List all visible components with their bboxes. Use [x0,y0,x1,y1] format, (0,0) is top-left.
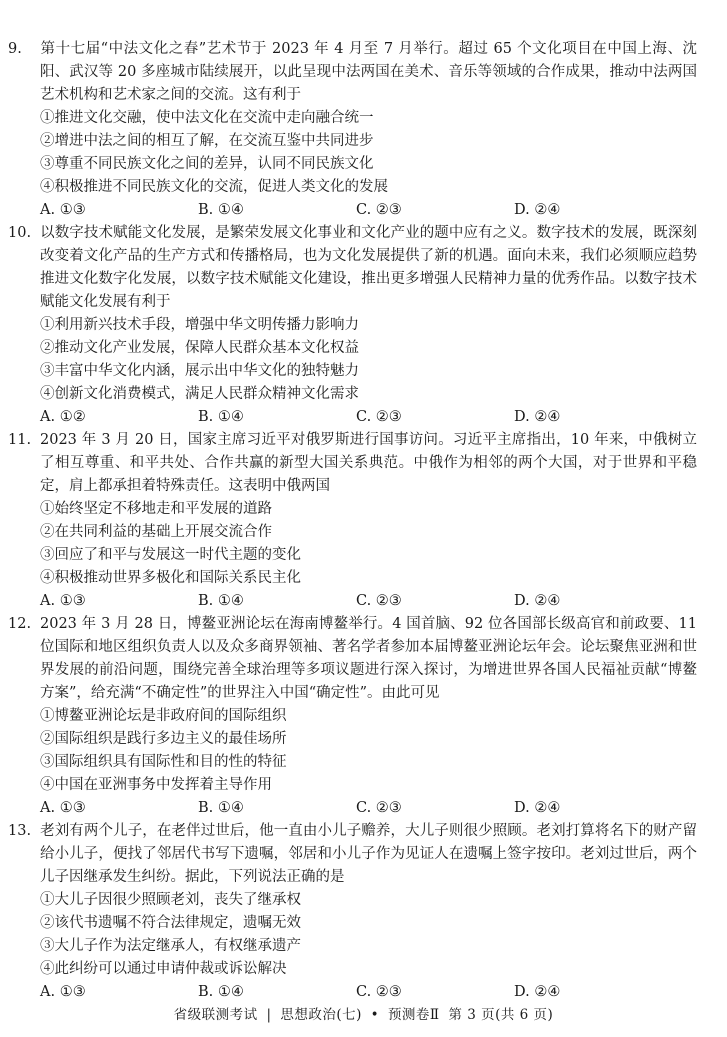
question-number: 12. [8,616,32,632]
choice-a: A. ①② [40,409,86,425]
option-item: ③大儿子作为法定继承人，有权继承遗产 [40,938,301,954]
question-stem [8,222,697,314]
question-text: 2023 年 3 月 20 日，国家主席习近平对俄罗斯进行国事访问。习近平主席指出，10 年来，中俄树立了相互尊重、和平共处、合作共赢的新型大国关系典范。中俄作为相邻的两个大国，对于世界和平稳定，肩上都承担着特殊责任。这表明中俄两国 [40,432,697,494]
footer-dot: • [370,1007,380,1023]
answer-choices [40,981,697,1004]
choice-c: C. ②③ [356,202,402,218]
choice-a: A. ①③ [40,800,86,816]
question-12 [8,613,697,820]
option-item: ③国际组织具有国际性和目的性的特征 [40,754,287,770]
footer-subject: 思想政治(七) [280,1007,362,1023]
option-item: ①推进文化交融，使中法文化在交流中走向融合统一 [40,110,374,126]
answer-choices [40,797,697,820]
choice-d: D. ②④ [514,800,561,816]
choice-b: B. ①④ [198,409,244,425]
question-number: 11. [8,432,32,448]
option-item: ①博鳌亚洲论坛是非政府间的国际组织 [40,708,287,724]
choice-b: B. ①④ [198,800,244,816]
question-text: 老刘有两个儿子，在老伴过世后，他一直由小儿子赡养，大儿子则很少照顾。老刘打算将名下的财产留给小儿子，便找了邻居代书写下遗嘱，邻居和小儿子作为见证人在遗嘱上签字按印。老刘过世后，两个儿子因继承发生纠纷。据此，下列说法正确的是 [40,823,697,885]
answer-choices [40,406,697,429]
option-item: ①利用新兴技术手段，增强中华文明传播力影响力 [40,317,359,333]
choice-c: C. ②③ [356,800,402,816]
choice-d: D. ②④ [514,409,561,425]
footer-paper: 预测卷Ⅱ [387,1007,440,1023]
footer-exam: 省级联测考试 [173,1007,258,1023]
option-item: ④中国在亚洲事务中发挥着主导作用 [40,777,272,793]
option-item: ②在共同利益的基础上开展交流合作 [40,524,272,540]
choice-c: C. ②③ [356,409,402,425]
question-13 [8,820,697,1004]
option-item: ③丰富中华文化内涵，展示出中华文化的独特魅力 [40,363,359,379]
question-stem [8,820,697,889]
question-10 [8,222,697,429]
choice-c: C. ②③ [356,984,402,1000]
page-footer [0,1003,727,1023]
answer-choices [40,590,697,613]
answer-choices [40,199,697,222]
option-item: ②推动文化产业发展，保障人民群众基本文化权益 [40,340,359,356]
option-item: ④此纠纷可以通过申请仲裁或诉讼解决 [40,961,287,977]
question-text: 第十七届“中法文化之春”艺术节于 2023 年 4 月至 7 月举行。超过 65 个文化项目在中国上海、沈阳、武汉等 20 多座城市陆续展开，以此呈现中法两国在美术、音乐等领域的合作成果，推动中法两国艺术机构和艺术家之间的交流。这有利于 [40,41,697,103]
option-item: ①大儿子因很少照顾老刘，丧失了继承权 [40,892,301,908]
question-text: 以数字技术赋能文化发展，是繁荣发展文化事业和文化产业的题中应有之义。数字技术的发展，既深刻改变着文化产品的生产方式和传播格局，也为文化发展提供了新的机遇。面向未来，我们必须顺应趋势推进文化数字化发展，以数字技术赋能文化建设，推出更多增强人民精神力量的优秀作品。以数字技术赋能文化发展有利于 [40,225,697,310]
option-item: ①始终坚定不移地走和平发展的道路 [40,501,272,517]
question-stem [8,429,697,498]
choice-d: D. ②④ [514,593,561,609]
choice-a: A. ①③ [40,984,86,1000]
question-number: 10. [8,225,32,241]
choice-a: A. ①③ [40,202,86,218]
question-text: 2023 年 3 月 28 日，博鳌亚洲论坛在海南博鳌举行。4 国首脑、92 位各国部长级高官和前政要、11 位国际和地区组织负责人以及众多商界领袖、著名学者参加本届博鳌亚洲论坛年会。论坛聚焦亚洲和世界发展的前沿问题，围绕完善全球治理等多项议题进行深入探讨，为增进世界各国人民福祉贡献“博鳌方案”，给充满“不确定性”的世界注入中国“确定性”。由此可见 [40,616,697,701]
choice-b: B. ①④ [198,593,244,609]
footer-page-number: 第 3 页(共 6 页) [448,1007,554,1023]
option-item: ②该代书遗嘱不符合法律规定，遗嘱无效 [40,915,301,931]
option-item: ④积极推进不同民族文化的交流，促进人类文化的发展 [40,179,388,195]
choice-b: B. ①④ [198,984,244,1000]
choice-a: A. ①③ [40,593,86,609]
option-item: ②增进中法之间的相互了解，在交流互鉴中共同进步 [40,133,374,149]
question-number: 9. [8,41,22,57]
footer-separator: | [266,1007,272,1023]
question-stem [8,38,697,107]
choice-b: B. ①④ [198,202,244,218]
question-11 [8,429,697,613]
option-item: ③尊重不同民族文化之间的差异，认同不同民族文化 [40,156,374,172]
question-9 [8,38,697,222]
option-item: ③回应了和平与发展这一时代主题的变化 [40,547,301,563]
option-item: ④积极推动世界多极化和国际关系民主化 [40,570,301,586]
option-item: ②国际组织是践行多边主义的最佳场所 [40,731,287,747]
choice-d: D. ②④ [514,984,561,1000]
question-stem [8,613,697,705]
option-item: ④创新文化消费模式，满足人民群众精神文化需求 [40,386,359,402]
choice-c: C. ②③ [356,593,402,609]
question-number: 13. [8,823,32,839]
choice-d: D. ②④ [514,202,561,218]
